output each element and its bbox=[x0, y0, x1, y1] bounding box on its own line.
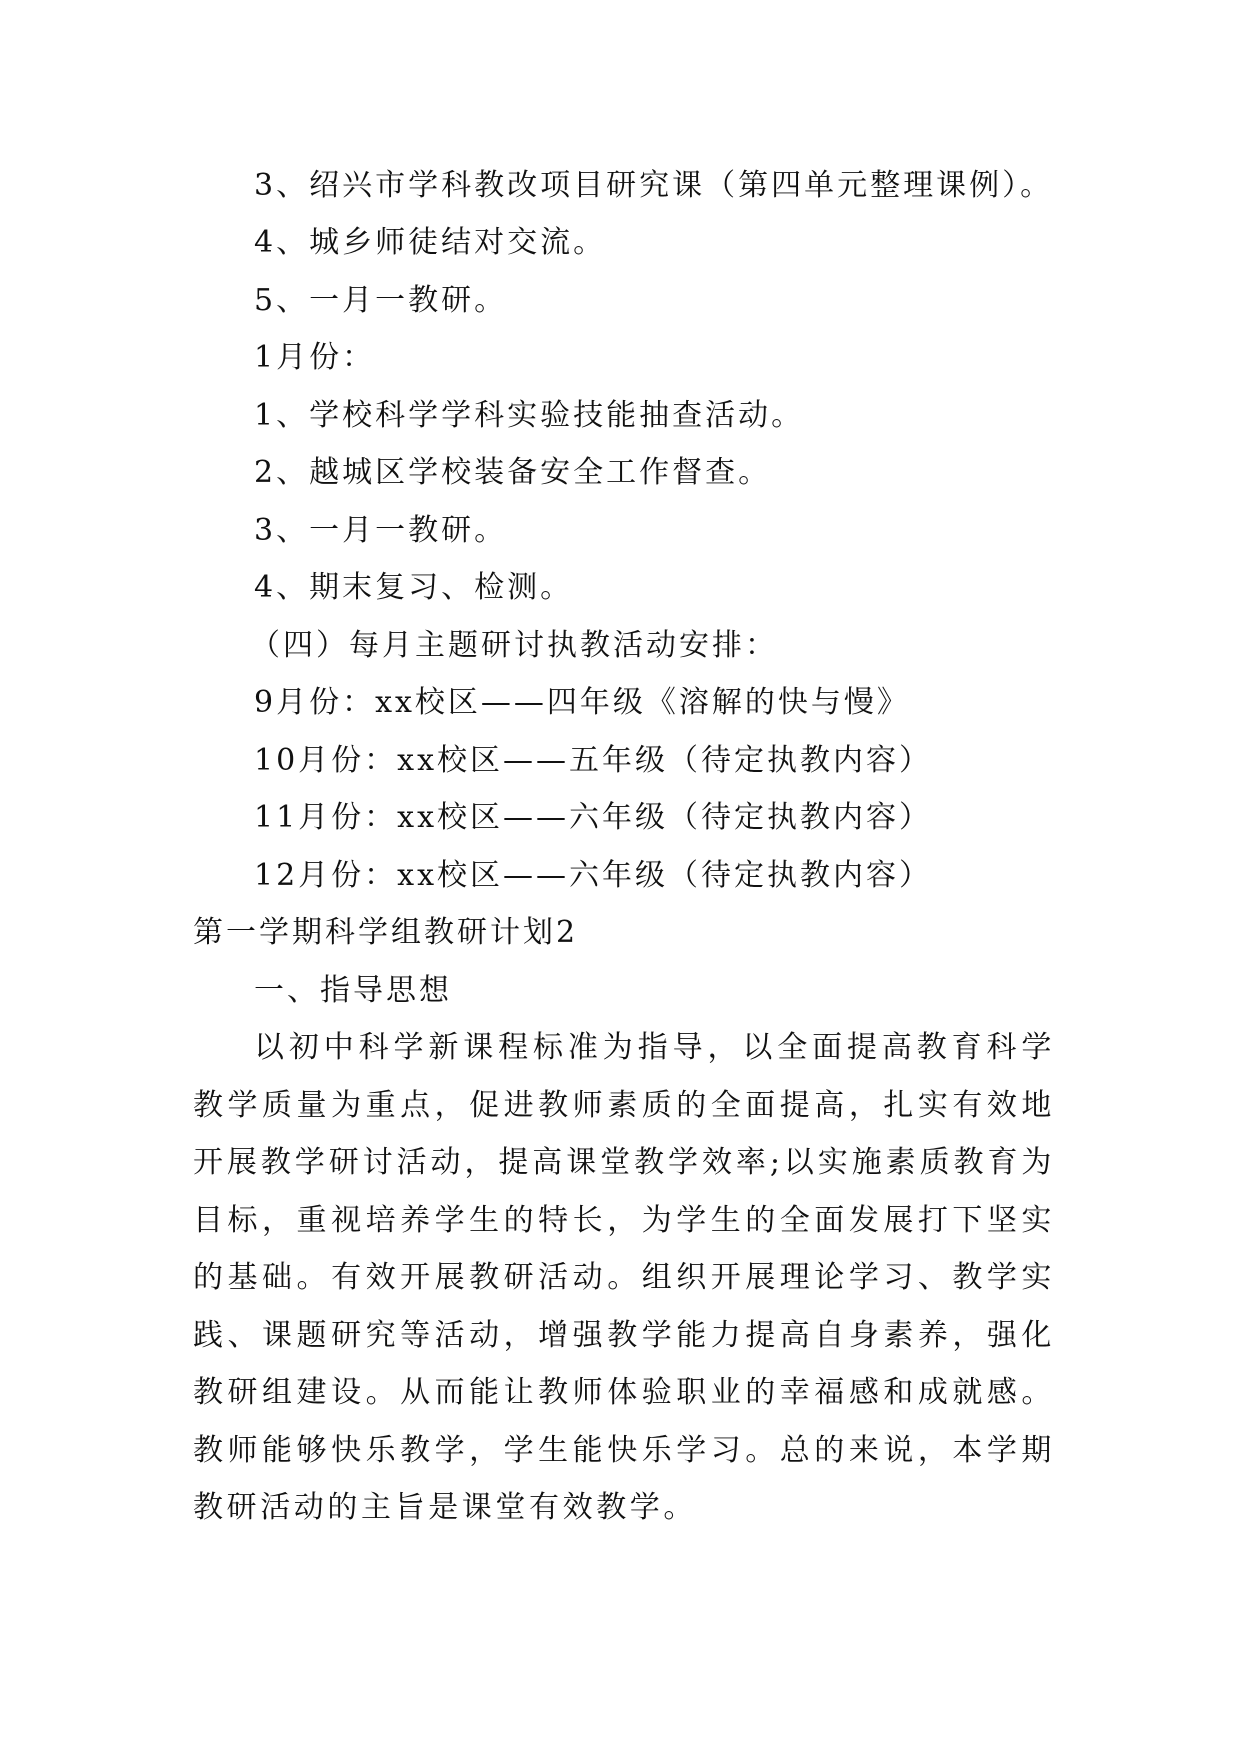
body-paragraph: 以初中科学新课程标准为指导，以全面提高教育科学教学质量为重点，促进教师素质的全面提高，扎实有效地开展教学研讨活动，提高课堂教学效率;以实施素质教育为目标，重视培养学生的特长，为学生的全面发展打下坚实的基础。有效开展教研活动。组织开展理论学习、教学实践、课题研究等活动，增强教学能力提高自身素养，强化教研组建设。从而能让教师体验职业的幸福感和成就感。教师能够快乐教学，学生能快乐学习。总的来说，本学期教研活动的主旨是课堂有效教学。 bbox=[193, 1030, 1055, 1525]
schedule-line: 3、一月一教研。 bbox=[254, 513, 508, 548]
schedule-line: 9月份：xx校区——四年级《溶解的快与慢》 bbox=[254, 685, 910, 720]
subsection-heading-four: （四）每月主题研讨执教活动安排： bbox=[250, 628, 778, 663]
schedule-line: 4、期末复习、检测。 bbox=[254, 570, 574, 605]
schedule-line: 10月份：xx校区——五年级（待定执教内容） bbox=[254, 743, 933, 778]
month-heading: 1月份： bbox=[254, 340, 376, 375]
schedule-line: 5、一月一教研。 bbox=[254, 283, 508, 318]
section-title: 第一学期科学组教研计划2 bbox=[193, 915, 579, 950]
subsection-heading: 一、指导思想 bbox=[254, 973, 452, 1008]
schedule-line: 1、学校科学学科实验技能抽查活动。 bbox=[254, 398, 805, 433]
schedule-line: 12月份：xx校区——六年级（待定执教内容） bbox=[254, 858, 933, 893]
schedule-line: 4、城乡师徒结对交流。 bbox=[254, 225, 607, 260]
schedule-line: 3、绍兴市学科教改项目研究课（第四单元整理课例）。 bbox=[254, 168, 1054, 203]
schedule-line: 11月份：xx校区——六年级（待定执教内容） bbox=[254, 800, 933, 835]
schedule-line: 2、越城区学校装备安全工作督查。 bbox=[254, 455, 772, 490]
